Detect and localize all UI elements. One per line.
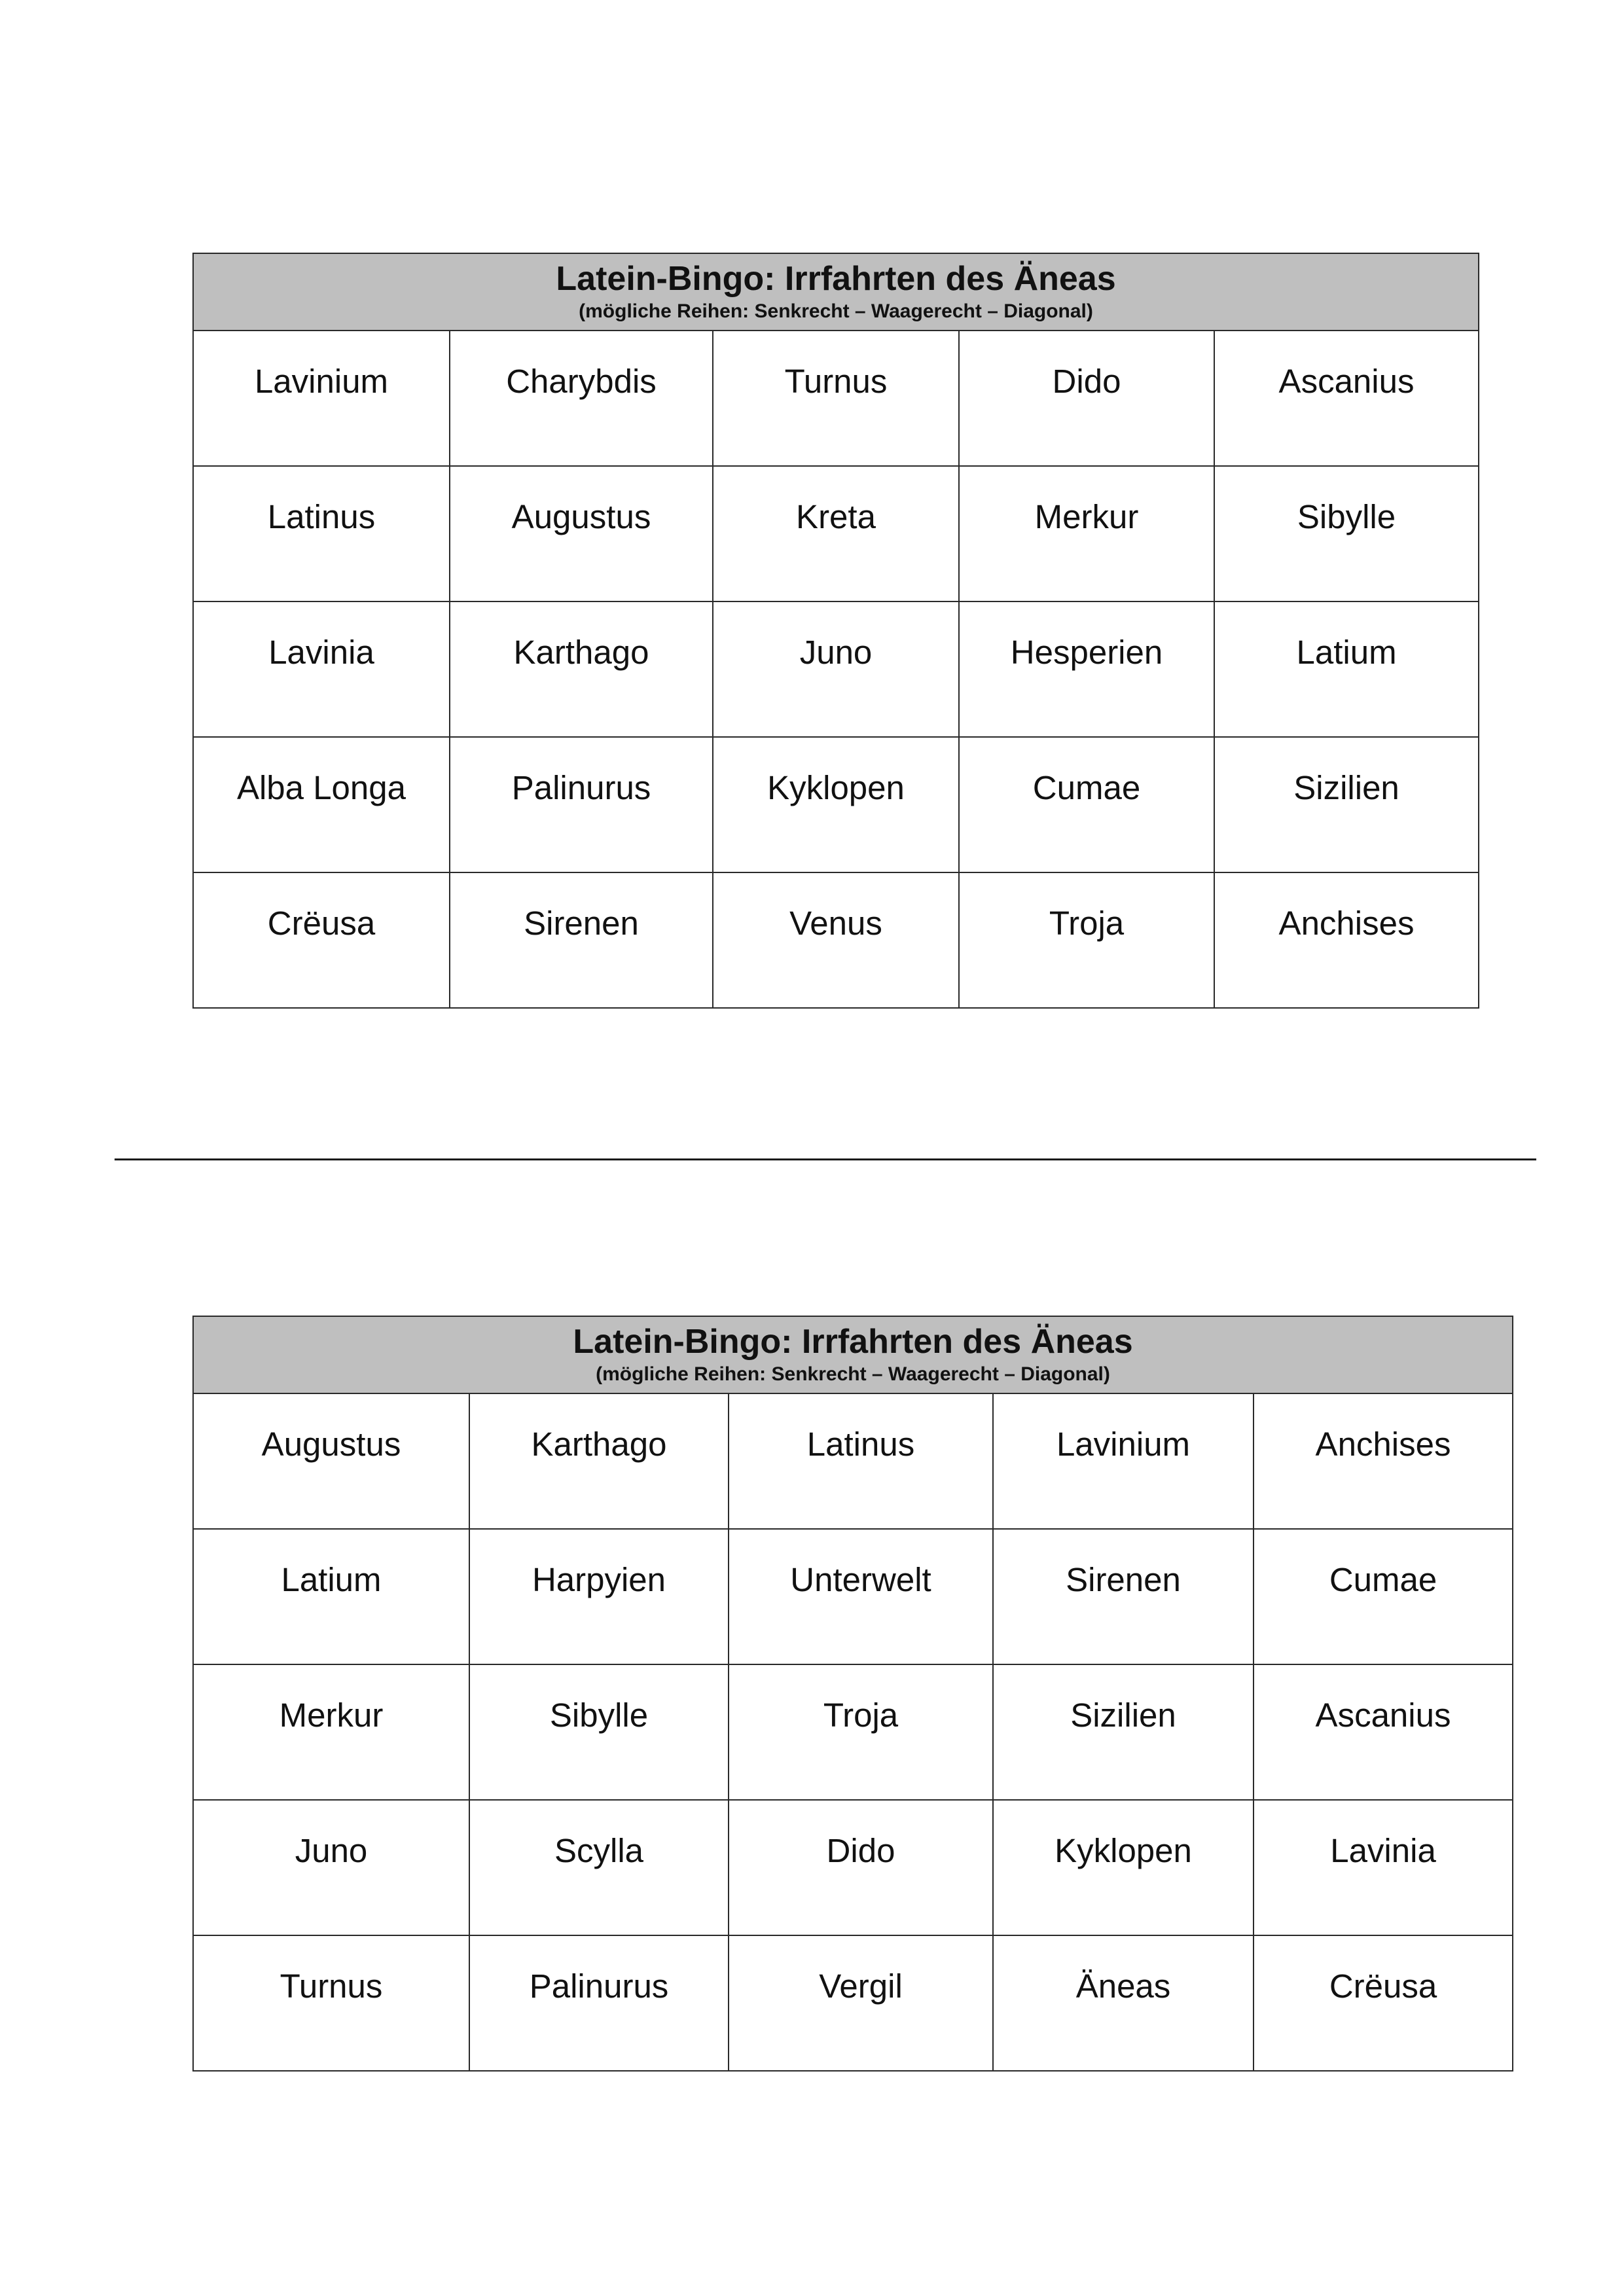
bingo-cell: Palinurus	[450, 737, 713, 872]
bingo-cell: Latium	[193, 1529, 469, 1664]
bingo-row	[193, 872, 1479, 1008]
bingo-row	[193, 1393, 1513, 1529]
bingo-cell: Sibylle	[469, 1664, 729, 1800]
bingo-row	[193, 1935, 1513, 2071]
bingo-row	[193, 1664, 1513, 1800]
bingo-cell: Dido	[729, 1800, 993, 1935]
bingo-cell: Turnus	[713, 331, 959, 466]
bingo-cell: Lavinium	[993, 1393, 1254, 1529]
bingo-cell: Hesperien	[959, 601, 1214, 737]
bingo-cell: Vergil	[729, 1935, 993, 2071]
bingo-cell: Crëusa	[193, 872, 450, 1008]
bingo-row	[193, 1800, 1513, 1935]
bingo-cell: Sibylle	[1214, 466, 1479, 601]
bingo-cell: Ascanius	[1254, 1664, 1513, 1800]
bingo-cell: Troja	[959, 872, 1214, 1008]
bingo-cell: Anchises	[1254, 1393, 1513, 1529]
bingo-row	[193, 331, 1479, 466]
bingo-cell: Dido	[959, 331, 1214, 466]
card-subtitle: (mögliche Reihen: Senkrecht – Waagerecht – Diagonal)	[579, 300, 1093, 323]
bingo-cell: Kreta	[713, 466, 959, 601]
bingo-cell: Merkur	[959, 466, 1214, 601]
bingo-cell: Latinus	[729, 1393, 993, 1529]
bingo-cell: Troja	[729, 1664, 993, 1800]
bingo-card-2	[192, 1316, 1513, 2072]
card-subtitle: (mögliche Reihen: Senkrecht – Waagerecht – Diagonal)	[596, 1363, 1110, 1386]
bingo-cell: Äneas	[993, 1935, 1254, 2071]
bingo-cell: Sirenen	[993, 1529, 1254, 1664]
card-title: Latein-Bingo: Irrfahrten des Äneas	[573, 1322, 1133, 1361]
bingo-cell: Lavinia	[193, 601, 450, 737]
bingo-cell: Kyklopen	[993, 1800, 1254, 1935]
bingo-cell: Sizilien	[993, 1664, 1254, 1800]
bingo-cell: Merkur	[193, 1664, 469, 1800]
bingo-cell: Turnus	[193, 1935, 469, 2071]
bingo-cell: Sizilien	[1214, 737, 1479, 872]
bingo-cell: Kyklopen	[713, 737, 959, 872]
bingo-cell: Augustus	[193, 1393, 469, 1529]
bingo-cell: Charybdis	[450, 331, 713, 466]
bingo-cell: Cumae	[959, 737, 1214, 872]
bingo-cell: Augustus	[450, 466, 713, 601]
bingo-card-1	[192, 253, 1479, 1009]
bingo-card-header	[193, 253, 1479, 331]
cut-line-divider	[115, 1158, 1536, 1160]
bingo-cell: Juno	[193, 1800, 469, 1935]
bingo-row	[193, 737, 1479, 872]
bingo-cell: Crëusa	[1254, 1935, 1513, 2071]
bingo-row	[193, 601, 1479, 737]
bingo-cell: Scylla	[469, 1800, 729, 1935]
bingo-cell: Anchises	[1214, 872, 1479, 1008]
bingo-cell: Sirenen	[450, 872, 713, 1008]
bingo-row	[193, 1529, 1513, 1664]
card-title: Latein-Bingo: Irrfahrten des Äneas	[556, 259, 1116, 298]
bingo-cell: Lavinia	[1254, 1800, 1513, 1935]
bingo-cell: Unterwelt	[729, 1529, 993, 1664]
bingo-cell: Karthago	[469, 1393, 729, 1529]
bingo-cell: Alba Longa	[193, 737, 450, 872]
bingo-cell: Cumae	[1254, 1529, 1513, 1664]
bingo-cell: Ascanius	[1214, 331, 1479, 466]
bingo-cell: Karthago	[450, 601, 713, 737]
bingo-cell: Harpyien	[469, 1529, 729, 1664]
bingo-cell: Latinus	[193, 466, 450, 601]
bingo-cell: Latium	[1214, 601, 1479, 737]
bingo-card-header	[193, 1316, 1513, 1393]
bingo-cell: Juno	[713, 601, 959, 737]
bingo-row	[193, 466, 1479, 601]
bingo-cell: Lavinium	[193, 331, 450, 466]
bingo-cell: Venus	[713, 872, 959, 1008]
bingo-cell: Palinurus	[469, 1935, 729, 2071]
